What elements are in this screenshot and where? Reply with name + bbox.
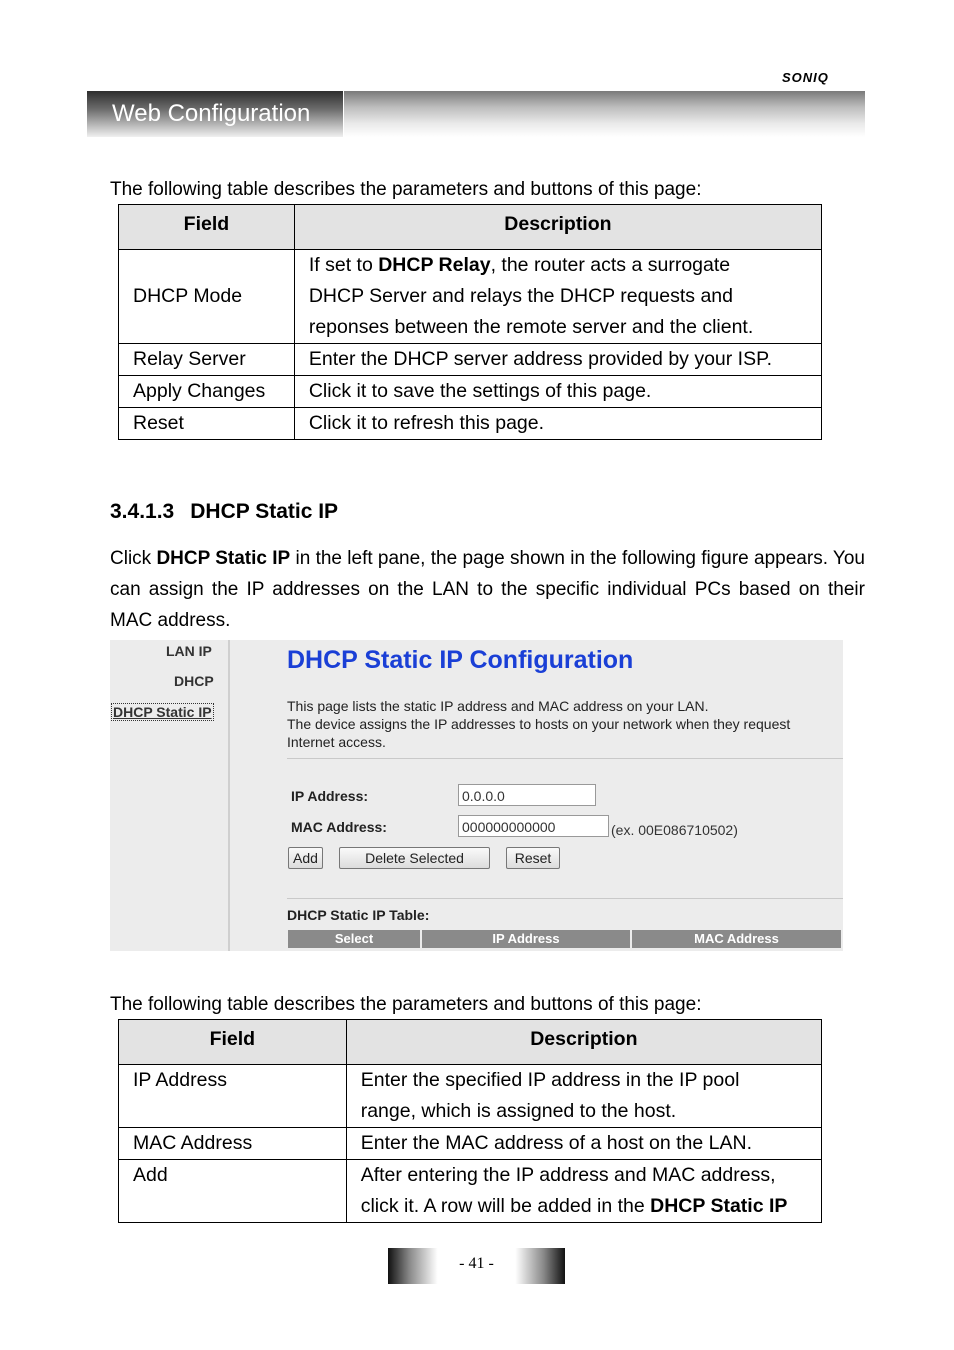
mac-address-label: MAC Address: [291, 819, 387, 835]
description-cell: Enter the MAC address of a host on the LAN. [346, 1128, 821, 1160]
table-row [119, 250, 822, 344]
nav-item-lan-ip[interactable]: LAN IP [166, 643, 212, 659]
nav-item-dhcp[interactable]: DHCP [174, 673, 214, 689]
section-title: DHCP Static IP [190, 500, 339, 523]
static-ip-table-title: DHCP Static IP Table: [287, 907, 430, 923]
table-row [119, 408, 822, 440]
nav-item-dhcp-static-ip[interactable]: DHCP Static IP [113, 704, 212, 720]
divider-line [287, 898, 843, 899]
section-heading [110, 500, 338, 524]
reset-button[interactable]: Reset [506, 847, 560, 869]
intro-text-2: The following table describes the parameters and buttons of this page: [110, 994, 702, 1015]
field-cell: Add [119, 1160, 347, 1223]
ip-address-input[interactable]: 0.0.0.0 [458, 784, 596, 806]
table-row [119, 1160, 822, 1223]
ip-address-label: IP Address: [291, 788, 369, 804]
parameter-table-1 [118, 204, 822, 440]
header-title: Web Configuration [112, 100, 311, 127]
description-cell: If set to DHCP Relay, the router acts a surrogate DHCP Server and relays the DHCP requests and reponses between the remote server and the client. [294, 250, 821, 344]
field-cell: Reset [119, 408, 295, 440]
page-number: - 41 - [459, 1255, 494, 1272]
brand-logo: SONIQ [782, 70, 829, 85]
table-row [119, 376, 822, 408]
add-button[interactable]: Add [288, 847, 323, 869]
column-header-ip-address: IP Address [422, 930, 630, 948]
parameter-table-2 [118, 1019, 822, 1223]
field-cell: IP Address [119, 1065, 347, 1128]
intro-text-1: The following table describes the parameters and buttons of this page: [110, 179, 702, 200]
description-cell: Click it to refresh this page. [294, 408, 821, 440]
table-row [119, 1065, 822, 1128]
nav-divider [228, 640, 230, 951]
description-cell: Click it to save the settings of this page. [294, 376, 821, 408]
field-cell: MAC Address [119, 1128, 347, 1160]
field-cell: Relay Server [119, 344, 295, 376]
header-description: Description [346, 1020, 821, 1065]
config-description: This page lists the static IP address and MAC address on your LAN. The device assigns the IP addresses to hosts on your network when they request Internet access. [287, 698, 791, 750]
description-cell: After entering the IP address and MAC address, click it. A row will be added in the DHCP Static IP [346, 1160, 821, 1223]
mac-address-hint: (ex. 00E086710502) [611, 822, 738, 838]
header-description: Description [294, 205, 821, 250]
field-cell: Apply Changes [119, 376, 295, 408]
delete-selected-button[interactable]: Delete Selected [339, 847, 490, 869]
column-header-mac-address: MAC Address [632, 930, 841, 948]
body-paragraph: Click DHCP Static IP in the left pane, the page shown in the following figure appears. You can assign the IP addresses on the LAN to the specific individual PCs based on their MAC address. [110, 548, 865, 631]
config-title: DHCP Static IP Configuration [287, 646, 634, 674]
header-field: Field [119, 205, 295, 250]
column-header-select: Select [288, 930, 420, 948]
table-header-row [119, 205, 822, 250]
field-cell: DHCP Mode [119, 250, 295, 344]
table-row [119, 1128, 822, 1160]
table-header-row [119, 1020, 822, 1065]
header-field: Field [119, 1020, 347, 1065]
config-screenshot [110, 640, 843, 951]
mac-address-input[interactable]: 000000000000 [458, 815, 609, 837]
divider-line [287, 758, 843, 759]
table-row [119, 344, 822, 376]
section-number: 3.4.1.3 [110, 500, 175, 523]
description-cell: Enter the specified IP address in the IP pool range, which is assigned to the host. [346, 1065, 821, 1128]
description-cell: Enter the DHCP server address provided by your ISP. [294, 344, 821, 376]
